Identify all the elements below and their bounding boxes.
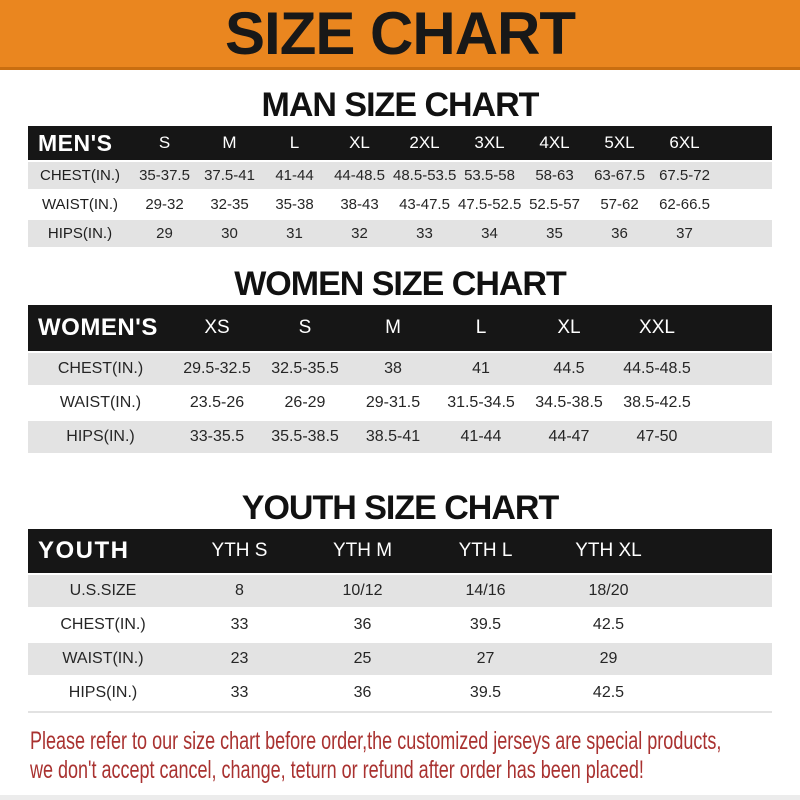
column-header: YTH S [178,529,301,573]
size-value-cell: 33 [178,677,301,709]
size-chart-banner [0,0,800,70]
footer-disclaimer-line1: Please refer to our size chart before order,the customized jerseys are special products, [30,727,722,755]
size-value-cell: 18/20 [547,575,670,607]
column-header: 6XL [652,126,717,160]
size-value-cell: 36 [301,609,424,641]
size-value-cell: 44-48.5 [327,162,392,189]
women-table-header-row [28,305,772,351]
size-value-cell: 47.5-52.5 [457,191,522,218]
size-value-cell: 39.5 [424,677,547,709]
men-table-row [28,162,772,189]
row-label: CHEST(IN.) [28,609,178,641]
row-label: HIPS(IN.) [28,421,173,453]
bottom-edge-strip [0,795,800,800]
size-value-cell: 35 [522,220,587,247]
header-spacer [670,529,772,573]
size-value-cell: 63-67.5 [587,162,652,189]
banner-title: SIZE CHART [225,0,575,67]
size-value-cell: 14/16 [424,575,547,607]
column-header: 2XL [392,126,457,160]
women-section-title: WOMEN SIZE CHART [234,265,566,303]
row-spacer [670,677,772,709]
size-value-cell: 35-37.5 [132,162,197,189]
size-value-cell: 23.5-26 [173,387,261,419]
size-value-cell: 41-44 [437,421,525,453]
size-value-cell: 42.5 [547,609,670,641]
size-value-cell: 38-43 [327,191,392,218]
size-value-cell: 57-62 [587,191,652,218]
youth-table-row [28,575,772,607]
size-value-cell: 26-29 [261,387,349,419]
size-value-cell: 44.5-48.5 [613,353,701,385]
size-value-cell: 43-47.5 [392,191,457,218]
size-value-cell: 38.5-42.5 [613,387,701,419]
youth-table-label: YOUTH [28,529,178,573]
row-label: CHEST(IN.) [28,162,132,189]
men-table-row [28,220,772,247]
size-value-cell: 67.5-72 [652,162,717,189]
size-value-cell: 31.5-34.5 [437,387,525,419]
size-value-cell: 29-32 [132,191,197,218]
size-value-cell: 42.5 [547,677,670,709]
column-header: 4XL [522,126,587,160]
column-header: M [197,126,262,160]
youth-table-row [28,643,772,675]
column-header: XS [173,305,261,351]
size-value-cell: 31 [262,220,327,247]
column-header: M [349,305,437,351]
size-value-cell: 47-50 [613,421,701,453]
row-spacer [670,575,772,607]
size-value-cell: 29-31.5 [349,387,437,419]
column-header: S [132,126,197,160]
size-value-cell: 62-66.5 [652,191,717,218]
row-spacer [717,220,772,247]
size-value-cell: 38 [349,353,437,385]
size-value-cell: 41 [437,353,525,385]
row-spacer [701,387,772,419]
size-value-cell: 8 [178,575,301,607]
size-value-cell: 35-38 [262,191,327,218]
size-value-cell: 23 [178,643,301,675]
size-value-cell: 36 [587,220,652,247]
size-value-cell: 34 [457,220,522,247]
men-table-header-row [28,126,772,160]
size-value-cell: 32.5-35.5 [261,353,349,385]
header-spacer [717,126,772,160]
row-spacer [717,191,772,218]
women-table-row [28,421,772,453]
women-table-row [28,353,772,385]
size-value-cell: 58-63 [522,162,587,189]
size-value-cell: 52.5-57 [522,191,587,218]
column-header: YTH M [301,529,424,573]
size-value-cell: 36 [301,677,424,709]
column-header: L [262,126,327,160]
men-section-title: MAN SIZE CHART [261,86,539,124]
row-spacer [670,609,772,641]
men-table-label: MEN'S [28,126,132,160]
size-value-cell: 44.5 [525,353,613,385]
size-value-cell: 29.5-32.5 [173,353,261,385]
row-spacer [701,421,772,453]
size-value-cell: 32 [327,220,392,247]
row-label: U.S.SIZE [28,575,178,607]
column-header: XL [327,126,392,160]
row-label: WAIST(IN.) [28,387,173,419]
column-header: XXL [613,305,701,351]
row-spacer [670,643,772,675]
column-header: XL [525,305,613,351]
size-value-cell: 33-35.5 [173,421,261,453]
size-value-cell: 29 [547,643,670,675]
size-value-cell: 44-47 [525,421,613,453]
size-value-cell: 33 [392,220,457,247]
row-spacer [717,162,772,189]
size-value-cell: 27 [424,643,547,675]
size-value-cell: 33 [178,609,301,641]
youth-table-header-row [28,529,772,573]
men-size-table [28,124,772,249]
size-value-cell: 29 [132,220,197,247]
row-label: WAIST(IN.) [28,191,132,218]
row-label: WAIST(IN.) [28,643,178,675]
size-value-cell: 25 [301,643,424,675]
size-value-cell: 53.5-58 [457,162,522,189]
youth-table-row [28,609,772,641]
youth-section-title: YOUTH SIZE CHART [241,489,559,527]
column-header: YTH XL [547,529,670,573]
footer-divider [28,711,772,713]
youth-table-row [28,677,772,709]
row-label: CHEST(IN.) [28,353,173,385]
footer-disclaimer-line2: we don't accept cancel, change, teturn or refund after order has been placed! [30,756,644,784]
column-header: YTH L [424,529,547,573]
size-value-cell: 10/12 [301,575,424,607]
women-table-row [28,387,772,419]
footer-disclaimer [30,727,722,785]
row-spacer [701,353,772,385]
youth-size-table [28,527,772,711]
women-table-label: WOMEN'S [28,305,173,351]
men-table-row [28,191,772,218]
column-header: S [261,305,349,351]
size-value-cell: 37 [652,220,717,247]
column-header: L [437,305,525,351]
size-value-cell: 34.5-38.5 [525,387,613,419]
column-header: 5XL [587,126,652,160]
size-value-cell: 37.5-41 [197,162,262,189]
size-value-cell: 39.5 [424,609,547,641]
size-value-cell: 38.5-41 [349,421,437,453]
size-value-cell: 48.5-53.5 [392,162,457,189]
size-value-cell: 30 [197,220,262,247]
size-value-cell: 41-44 [262,162,327,189]
women-size-table [28,303,772,455]
row-label: HIPS(IN.) [28,220,132,247]
row-label: HIPS(IN.) [28,677,178,709]
header-spacer [701,305,772,351]
size-value-cell: 32-35 [197,191,262,218]
size-value-cell: 35.5-38.5 [261,421,349,453]
column-header: 3XL [457,126,522,160]
